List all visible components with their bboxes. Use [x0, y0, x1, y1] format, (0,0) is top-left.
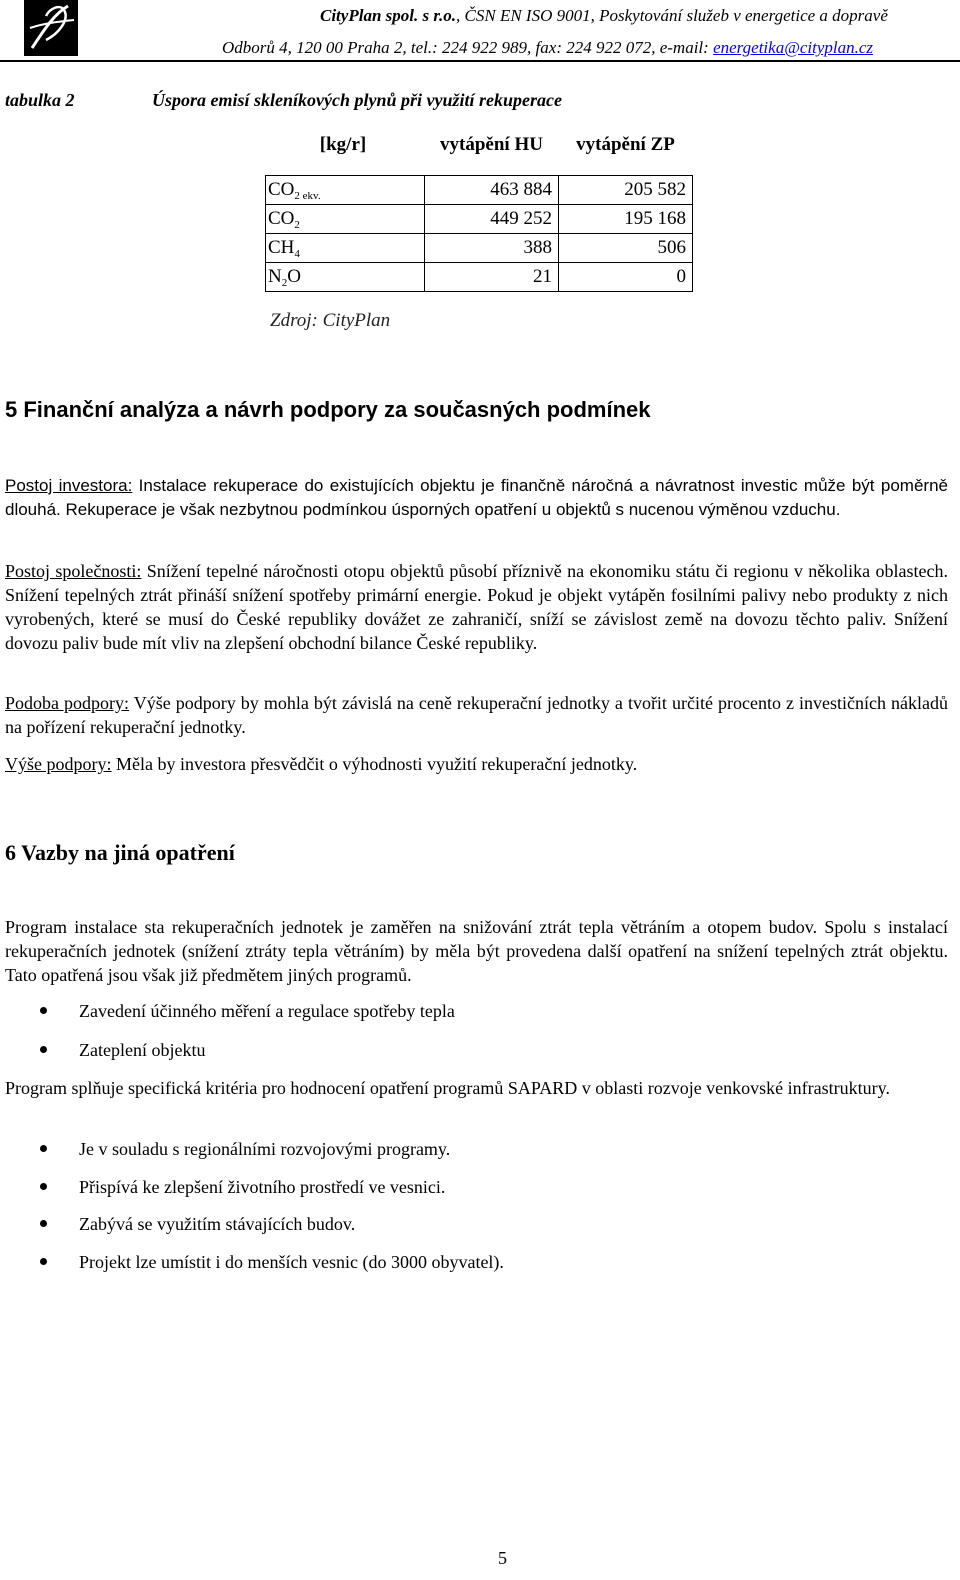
table-row: [266, 205, 693, 234]
list-item: Je v souladu s regionálními rozvojovými programy.: [40, 1139, 450, 1160]
list-item: Zavedení účinného měření a regulace spotřeby tepla: [40, 1001, 455, 1022]
logo-icon: [24, 0, 78, 56]
hu-cell: 449 252: [425, 205, 559, 234]
header-address: Odborů 4, 120 00 Praha 2, tel.: 224 922 989, fax: 224 922 072, e-mail:: [222, 38, 714, 57]
bullet-icon: [40, 1220, 47, 1227]
gas-cell: $N_2O$: [266, 263, 425, 292]
cityplan-logo: [24, 0, 78, 56]
header-line-2: [222, 38, 873, 58]
label-society: Postoj společnosti:: [5, 561, 142, 581]
header-iso: , ČSN EN ISO 9001, Poskytování služeb v energetice a dopravě: [456, 6, 888, 25]
header-divider: [0, 60, 960, 62]
zp-cell: 506: [559, 234, 693, 263]
col-unit: [kg/r]: [319, 134, 367, 155]
paragraph-society: Postoj společnosti: Snížení tepelné náročnosti otopu objektů působí příznivě na ekonomiku státu či regionu v několika oblastech. Snížení tepelných ztrát přináší snížení spotřeby primární energie. Pokud je objekt vytápěn fosilními palivy nebo produkty z nich vyrobených, které se musí do České republiky dovážet ze zahraničí, sníží se závislost země na dovozu těchto paliv. Snížení dovozu paliv bude mít vliv na zlepšení obchodní bilance České republiky.: [5, 561, 948, 653]
table-title: Úspora emisí skleníkových plynů při využití rekuperace: [152, 90, 562, 110]
list-item: Zabývá se využitím stávajících budov.: [40, 1214, 355, 1235]
bullet-icon: [40, 1145, 47, 1152]
col-hu: vytápění HU: [440, 134, 543, 155]
paragraph-investor: Postoj investora: Instalace rekuperace do existujících objektu je finančně náročná a návratnost investic může být poměrně dlouhá. Rekuperace je však nezbytnou podmínkou úsporných opatření u objektů s nucenou výměnou vzduchu.: [5, 476, 948, 519]
hu-cell: 21: [425, 263, 559, 292]
hu-cell: 463 884: [425, 176, 559, 205]
bullet-icon: [40, 1183, 47, 1190]
list-item: Zateplení objektu: [40, 1040, 205, 1061]
zp-cell: 195 168: [559, 205, 693, 234]
label-investor: Postoj investora:: [5, 476, 133, 495]
table-label: tabulka 2: [5, 90, 75, 110]
label-support-amount: Výše podpory:: [5, 754, 112, 774]
list-item: Přispívá ke zlepšení životního prostředí ve vesnici.: [40, 1177, 445, 1198]
section-6-title: 6 Vazby na jiná opatření: [5, 840, 235, 865]
zp-cell: 205 582: [559, 176, 693, 205]
email-link[interactable]: energetika@cityplan.cz: [713, 38, 874, 57]
list-item: Projekt lze umístit i do menších vesnic (do 3000 obyvatel).: [40, 1252, 504, 1273]
paragraph-support-form: Podoba podpory: Výše podpory by mohla být závislá na ceně rekuperační jednotky a tvořit určité procento z investičních nákladů na pořízení rekuperační jednotky.: [5, 693, 948, 737]
gas-cell: $CO_2$: [266, 205, 425, 234]
table-row: [266, 234, 693, 263]
header-line-1: [320, 6, 888, 26]
label-support-form: Podoba podpory:: [5, 693, 130, 713]
bullet-icon: [40, 1007, 47, 1014]
table-header-row: [266, 125, 693, 165]
emissions-table: [265, 125, 693, 292]
bullet-icon: [40, 1046, 47, 1053]
gas-cell: $CH_4$: [266, 234, 425, 263]
table-source: Zdroj: CityPlan: [270, 310, 391, 331]
hu-cell: 388: [425, 234, 559, 263]
paragraph-support-amount: Výše podpory: Měla by investora přesvědčit o výhodnosti využití rekuperační jednotky.: [5, 754, 638, 774]
page-number: 5: [498, 1548, 507, 1568]
zp-cell: 0: [559, 263, 693, 292]
bullet-icon: [40, 1258, 47, 1265]
section-5-title: 5 Finanční analýza a návrh podpory za současných podmínek: [5, 397, 651, 422]
table-row: [266, 176, 693, 205]
gas-cell: $CO_{2 ekv.}$: [266, 176, 425, 205]
paragraph-program: Program instalace sta rekuperačních jednotek je zaměřen na snižování ztrát tepla větráním a otopem budov. Spolu s instalací rekuperačních jednotek (snížení ztráty tepla větráním) by měla být provedena další opatření na snížení tepelných ztrát objektu. Tato opatřená jsou však již předmětem jiných programů.: [5, 917, 948, 985]
col-zp: vytápění ZP: [576, 134, 675, 155]
paragraph-sapard: Program splňuje specifická kritéria pro hodnocení opatření programů SAPARD v oblasti rozvoje venkovské infrastruktury.: [5, 1078, 890, 1098]
company-name: CityPlan spol. s r.o.: [320, 6, 457, 25]
table-row: [266, 263, 693, 292]
